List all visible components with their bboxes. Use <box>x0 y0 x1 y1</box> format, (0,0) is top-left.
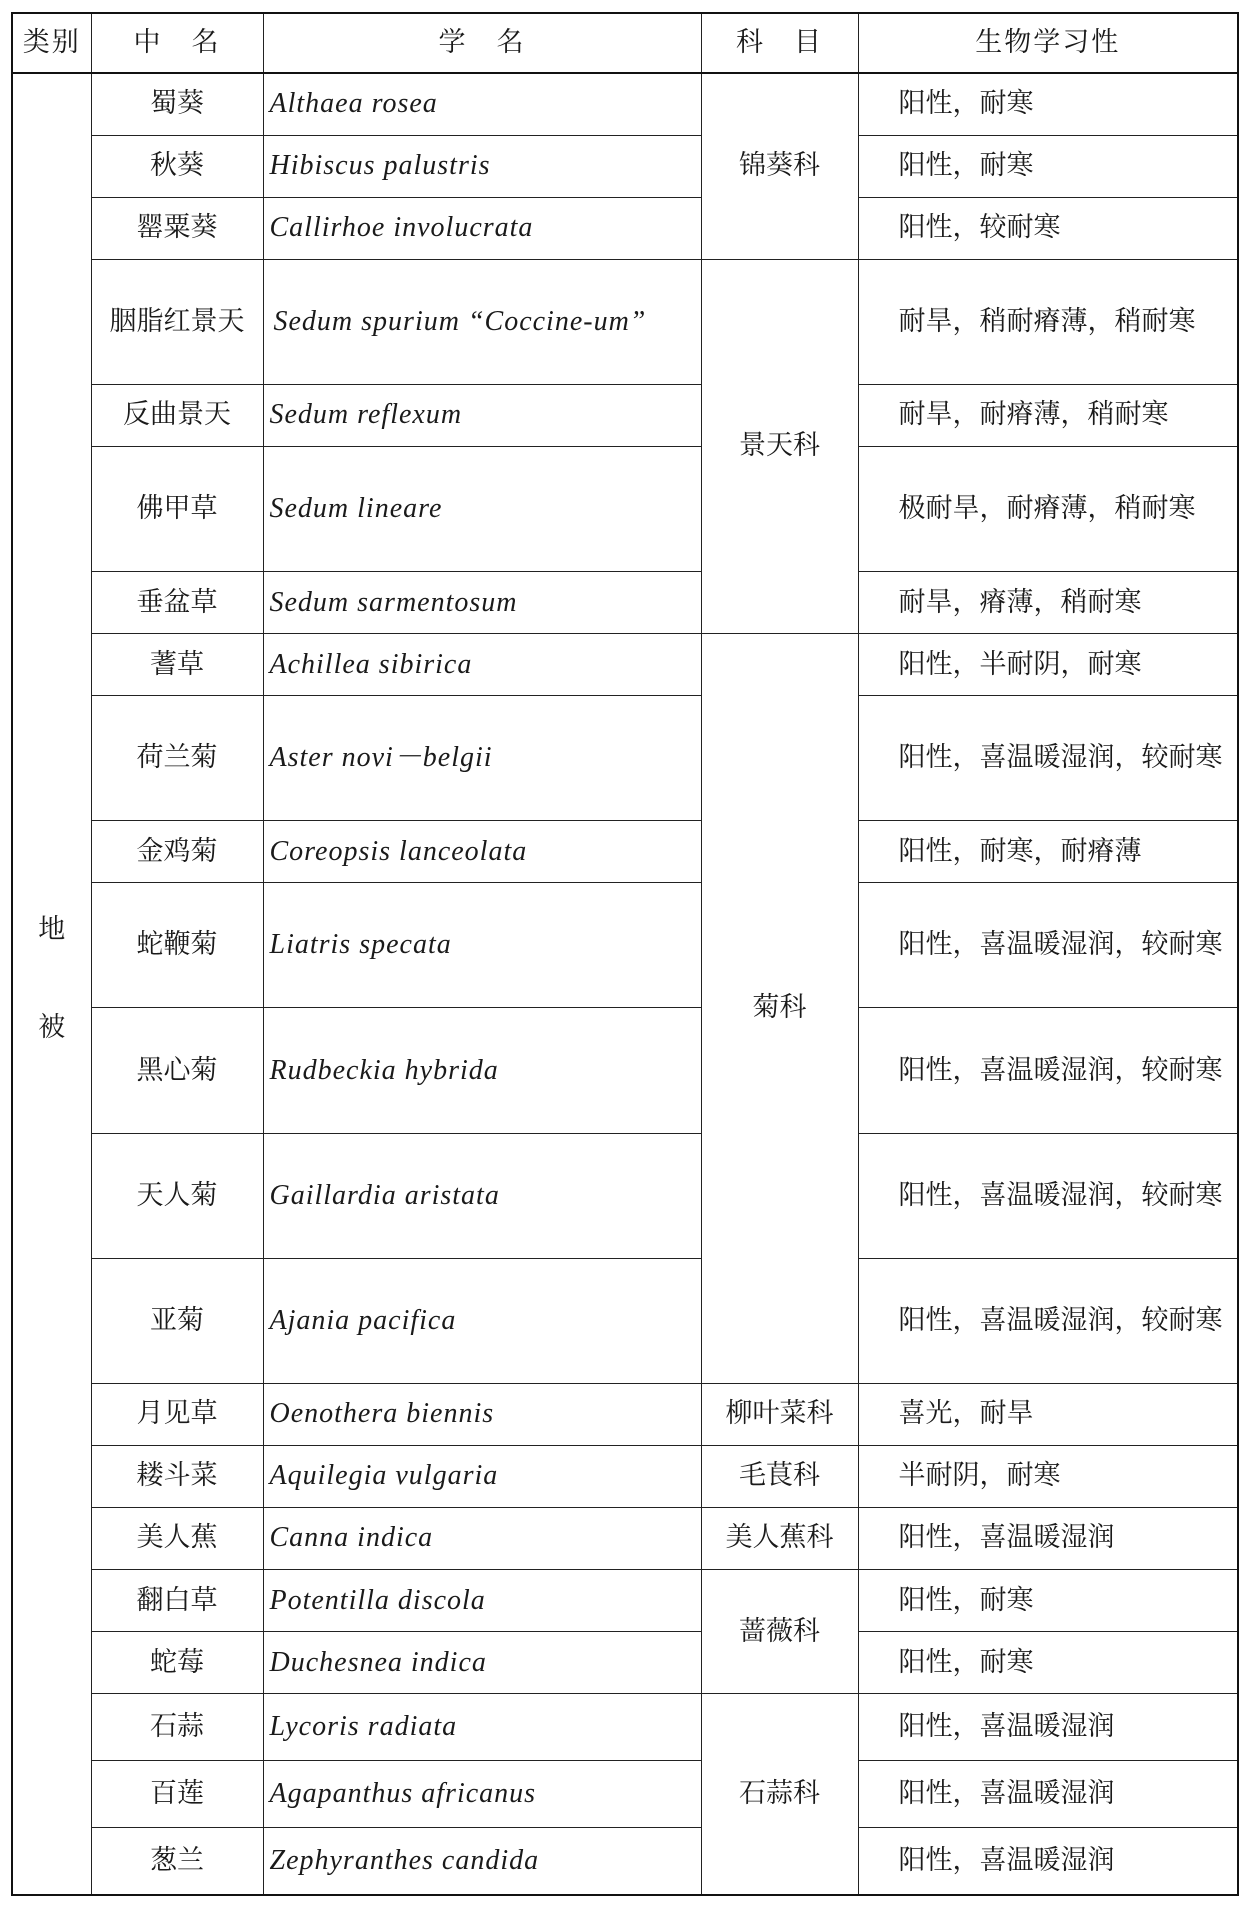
habit-cell: 阳性，耐寒 <box>858 1632 1238 1694</box>
header-category: 类别 <box>12 13 91 73</box>
habit-cell: 耐旱，耐瘠薄，稍耐寒 <box>858 384 1238 446</box>
sci-name-cell: Duchesnea indica <box>263 1632 701 1694</box>
sci-name-cell: Sedum sarmentosum <box>263 572 701 634</box>
family-cell: 蔷薇科 <box>701 1570 858 1694</box>
sci-name-cell: Althaea rosea <box>263 73 701 135</box>
table-row <box>12 73 1238 135</box>
habit-cell: 半耐阴，耐寒 <box>858 1445 1238 1507</box>
family-cell: 锦葵科 <box>701 73 858 259</box>
cn-name-cell: 佛甲草 <box>91 446 263 571</box>
table-row <box>12 634 1238 696</box>
family-cell: 美人蕉科 <box>701 1507 858 1569</box>
sci-name-cell: Liatris specata <box>263 883 701 1008</box>
habit-cell: 阳性，喜温暖湿润 <box>858 1761 1238 1828</box>
habit-cell: 阳性，喜温暖湿润 <box>858 1828 1238 1895</box>
table-body <box>12 73 1238 1895</box>
habit-cell: 阳性，喜温暖湿润，较耐寒 <box>858 1008 1238 1133</box>
sci-name-cell: Oenothera biennis <box>263 1383 701 1445</box>
cn-name-cell: 美人蕉 <box>91 1507 263 1569</box>
table-row <box>12 696 1238 821</box>
table-row <box>12 446 1238 571</box>
sci-name-cell: Achillea sibirica <box>263 634 701 696</box>
habit-cell: 耐旱，瘠薄，稍耐寒 <box>858 572 1238 634</box>
family-cell: 柳叶菜科 <box>701 1383 858 1445</box>
sci-name-cell: Coreopsis lanceolata <box>263 821 701 883</box>
cn-name-cell: 耧斗菜 <box>91 1445 263 1507</box>
habit-cell: 喜光，耐旱 <box>858 1383 1238 1445</box>
table-row <box>12 821 1238 883</box>
sci-name-cell: Aster novi－belgii <box>263 696 701 821</box>
table-row <box>12 1133 1238 1258</box>
habit-cell: 阳性，耐寒 <box>858 1570 1238 1632</box>
sci-name-cell: Zephyranthes candida <box>263 1828 701 1895</box>
sci-name-cell: Callirhoe involucrata <box>263 197 701 259</box>
family-cell: 景天科 <box>701 259 858 633</box>
habit-cell: 阳性，耐寒 <box>858 73 1238 135</box>
cn-name-cell: 蜀葵 <box>91 73 263 135</box>
cn-name-cell: 翻白草 <box>91 1570 263 1632</box>
cn-name-cell: 金鸡菊 <box>91 821 263 883</box>
table-row <box>12 384 1238 446</box>
plant-table <box>11 12 1239 1896</box>
habit-cell: 阳性，喜温暖湿润，较耐寒 <box>858 1258 1238 1383</box>
table-row <box>12 1383 1238 1445</box>
table-row <box>12 1445 1238 1507</box>
sci-name-cell: Agapanthus africanus <box>263 1761 701 1828</box>
cn-name-cell: 天人菊 <box>91 1133 263 1258</box>
sci-name-cell: Aquilegia vulgaria <box>263 1445 701 1507</box>
sci-name-cell: Canna indica <box>263 1507 701 1569</box>
table-row <box>12 1761 1238 1828</box>
table-row <box>12 1008 1238 1133</box>
cn-name-cell: 石蒜 <box>91 1694 263 1761</box>
cn-name-cell: 月见草 <box>91 1383 263 1445</box>
cn-name-cell: 荷兰菊 <box>91 696 263 821</box>
cn-name-cell: 蛇鞭菊 <box>91 883 263 1008</box>
header-habit: 生物学习性 <box>858 13 1238 73</box>
category-label: 地 被 <box>38 914 66 1043</box>
cn-name-cell: 反曲景天 <box>91 384 263 446</box>
table-row <box>12 572 1238 634</box>
habit-cell: 阳性，耐寒，耐瘠薄 <box>858 821 1238 883</box>
habit-cell: 阳性，耐寒 <box>858 135 1238 197</box>
habit-cell: 阳性，半耐阴，耐寒 <box>858 634 1238 696</box>
cn-name-cell: 葱兰 <box>91 1828 263 1895</box>
header-sci-name: 学 名 <box>263 13 701 73</box>
sci-name-cell: Ajania pacifica <box>263 1258 701 1383</box>
cn-name-cell: 百莲 <box>91 1761 263 1828</box>
table-row <box>12 197 1238 259</box>
table-row <box>12 1570 1238 1632</box>
habit-cell: 阳性，较耐寒 <box>858 197 1238 259</box>
table-row <box>12 883 1238 1008</box>
habit-cell: 阳性，喜温暖湿润，较耐寒 <box>858 696 1238 821</box>
cn-name-cell: 罂粟葵 <box>91 197 263 259</box>
cn-name-cell: 黑心菊 <box>91 1008 263 1133</box>
table-row <box>12 1258 1238 1383</box>
habit-cell: 阳性，喜温暖湿润，较耐寒 <box>858 883 1238 1008</box>
sci-name-cell: Gaillardia aristata <box>263 1133 701 1258</box>
header-family: 科 目 <box>701 13 858 73</box>
sci-name-cell: Sedum reflexum <box>263 384 701 446</box>
table-row <box>12 1507 1238 1569</box>
table-row <box>12 1632 1238 1694</box>
cn-name-cell: 秋葵 <box>91 135 263 197</box>
habit-cell: 阳性，喜温暖湿润 <box>858 1507 1238 1569</box>
table-row <box>12 1828 1238 1895</box>
category-cell <box>12 73 91 1895</box>
habit-cell: 阳性，喜温暖湿润，较耐寒 <box>858 1133 1238 1258</box>
cn-name-cell: 蓍草 <box>91 634 263 696</box>
header-cn-name: 中 名 <box>91 13 263 73</box>
table-row <box>12 135 1238 197</box>
table-row <box>12 259 1238 384</box>
header-row <box>12 13 1238 73</box>
sci-name-cell: Rudbeckia hybrida <box>263 1008 701 1133</box>
table-row <box>12 1694 1238 1761</box>
family-cell: 菊科 <box>701 634 858 1384</box>
sci-name-cell: Lycoris radiata <box>263 1694 701 1761</box>
sci-name-cell: Sedum lineare <box>263 446 701 571</box>
sci-name-cell: Potentilla discola <box>263 1570 701 1632</box>
habit-cell: 阳性，喜温暖湿润 <box>858 1694 1238 1761</box>
sci-name-cell: Sedum spurium “Coccine-um” <box>263 259 701 384</box>
cn-name-cell: 蛇莓 <box>91 1632 263 1694</box>
family-cell: 毛茛科 <box>701 1445 858 1507</box>
habit-cell: 耐旱，稍耐瘠薄，稍耐寒 <box>858 259 1238 384</box>
cn-name-cell: 胭脂红景天 <box>91 259 263 384</box>
cn-name-cell: 垂盆草 <box>91 572 263 634</box>
sci-name-cell: Hibiscus palustris <box>263 135 701 197</box>
cn-name-cell: 亚菊 <box>91 1258 263 1383</box>
habit-cell: 极耐旱，耐瘠薄，稍耐寒 <box>858 446 1238 571</box>
family-cell: 石蒜科 <box>701 1694 858 1895</box>
